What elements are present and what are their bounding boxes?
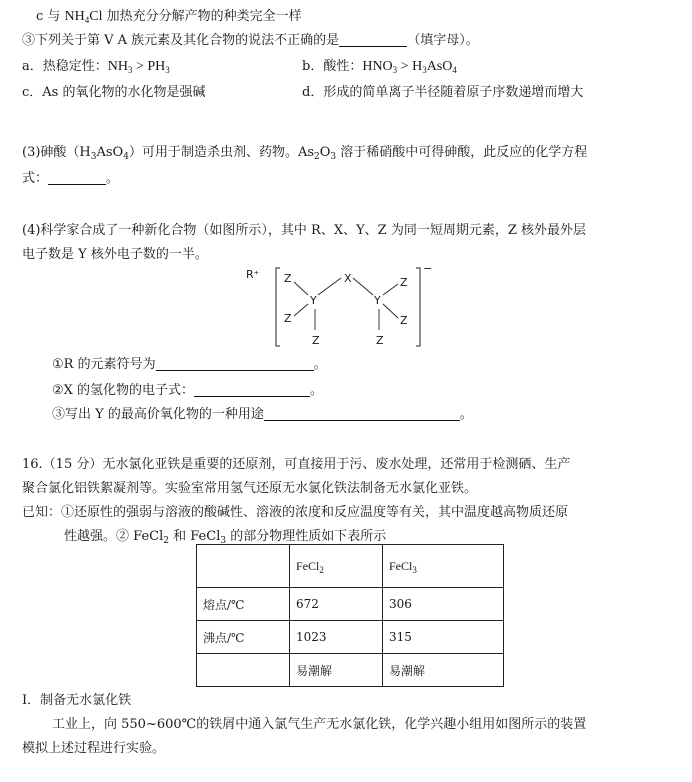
table-cell: 1023 — [290, 621, 383, 654]
paragraph-text: 工业上，向 550~600℃的铁屑中通入氯气生产无水氯化铁，化学兴趣小组用如图所示的装置 — [52, 717, 587, 732]
table-cell: 易潮解 — [383, 654, 504, 687]
atom-z: Z — [312, 334, 320, 347]
table-row — [197, 621, 504, 654]
anion-charge: − — [423, 262, 433, 275]
table-row — [197, 588, 504, 621]
question-3-stem: ③下列关于第 V A 族元素及其化合物的说法不正确的是 （填字母）。 — [22, 33, 479, 48]
table-cell: 672 — [290, 588, 383, 621]
sub-question-1: ①R 的元素符号为 。 — [52, 357, 327, 372]
table-cell: 315 — [383, 621, 504, 654]
atom-z: Z — [376, 334, 384, 347]
question-3-text: (3)砷酸$(H_3AsO_4)$可用于制造杀虫剂、药物。$As_2O_3$ 溶于稀硝酸中可得砷酸，此反应的化学方程 — [22, 145, 588, 162]
answer-blank[interactable] — [264, 406, 460, 421]
known-conditions-2: 性越强。② FeCl$_2$ 和 FeCl$_3$ 的部分物理性质如下表所示 — [64, 529, 387, 546]
question-3-answer-line: 式： 。 — [22, 171, 120, 186]
table-row-label: 熔点/℃ — [197, 588, 290, 621]
table-row-label — [197, 654, 290, 687]
answer-blank[interactable] — [48, 170, 106, 185]
sub-question-3: ③写出 Y 的最高价氧化物的一种用途 。 — [52, 407, 473, 422]
answer-blank[interactable] — [194, 382, 310, 397]
answer-blank[interactable] — [339, 32, 407, 47]
answer-blank[interactable] — [156, 356, 314, 371]
question-4-text-2: 电子数是 Y 核外电子数的一半。 — [22, 247, 208, 262]
atom-y: Y — [310, 294, 317, 307]
known-conditions: 已知：①还原性的强弱与溶液的酸碱性、溶液的浓度和反应温度等有关，其中温度越高物质还原 — [22, 505, 569, 520]
table-cell — [197, 545, 290, 588]
table-header-row — [197, 545, 504, 588]
question-4-text: (4)科学家合成了一种新化合物（如图所示），其中 R、X、Y、Z 为同一短周期元素，Z 核外最外层 — [22, 223, 587, 238]
option-d: d．形成的简单离子半径随着原子序数递增而增大 — [302, 85, 584, 100]
table-header-fecl3: FeCl$_3$ — [383, 545, 504, 588]
bracket-right — [416, 268, 420, 346]
option-c: c．As 的氧化物的水化物是强碱 — [22, 85, 206, 100]
bracket-left — [276, 268, 280, 346]
atom-y: Y — [374, 294, 381, 307]
paragraph-text-2: 模拟上述过程进行实验。 — [22, 741, 166, 756]
table-cell: 306 — [383, 588, 504, 621]
atom-z: Z — [284, 312, 292, 325]
sub-question-2: ②X 的氢化物的电子式： 。 — [52, 383, 324, 398]
question-16-text: 16.（15 分）无水氯化亚铁是重要的还原剂，可直接用于污、废水处理，还常用于检测硒、生产 — [22, 457, 571, 472]
atom-z: Z — [284, 272, 292, 285]
option-b: b．酸性：$HNO_3 > H_3AsO_4$ — [302, 59, 457, 75]
physical-properties-table — [196, 544, 504, 687]
molecule-structure-diagram — [240, 262, 440, 352]
table-cell: 易潮解 — [290, 654, 383, 687]
table-row-label: 沸点/℃ — [197, 621, 290, 654]
atom-z: Z — [400, 276, 408, 289]
question-16-text-2: 聚合氯化铝铁絮凝剂等。实验室常用氢气还原无水氯化铁法制备无水氯化亚铁。 — [22, 481, 478, 496]
cation-label: R⁺ — [246, 268, 260, 281]
section-heading: Ⅰ．制备无水氯化铁 — [22, 693, 132, 708]
text-line: c 与 $NH_4Cl$ 加热充分分解产物的种类完全一样 — [36, 9, 302, 25]
atom-x: X — [344, 272, 352, 285]
atom-z: Z — [400, 314, 408, 327]
table-row — [197, 654, 504, 687]
option-a: a．热稳定性：$NH_3 > PH_3$ — [22, 59, 170, 75]
table-header-fecl2: FeCl$_2$ — [290, 545, 383, 588]
